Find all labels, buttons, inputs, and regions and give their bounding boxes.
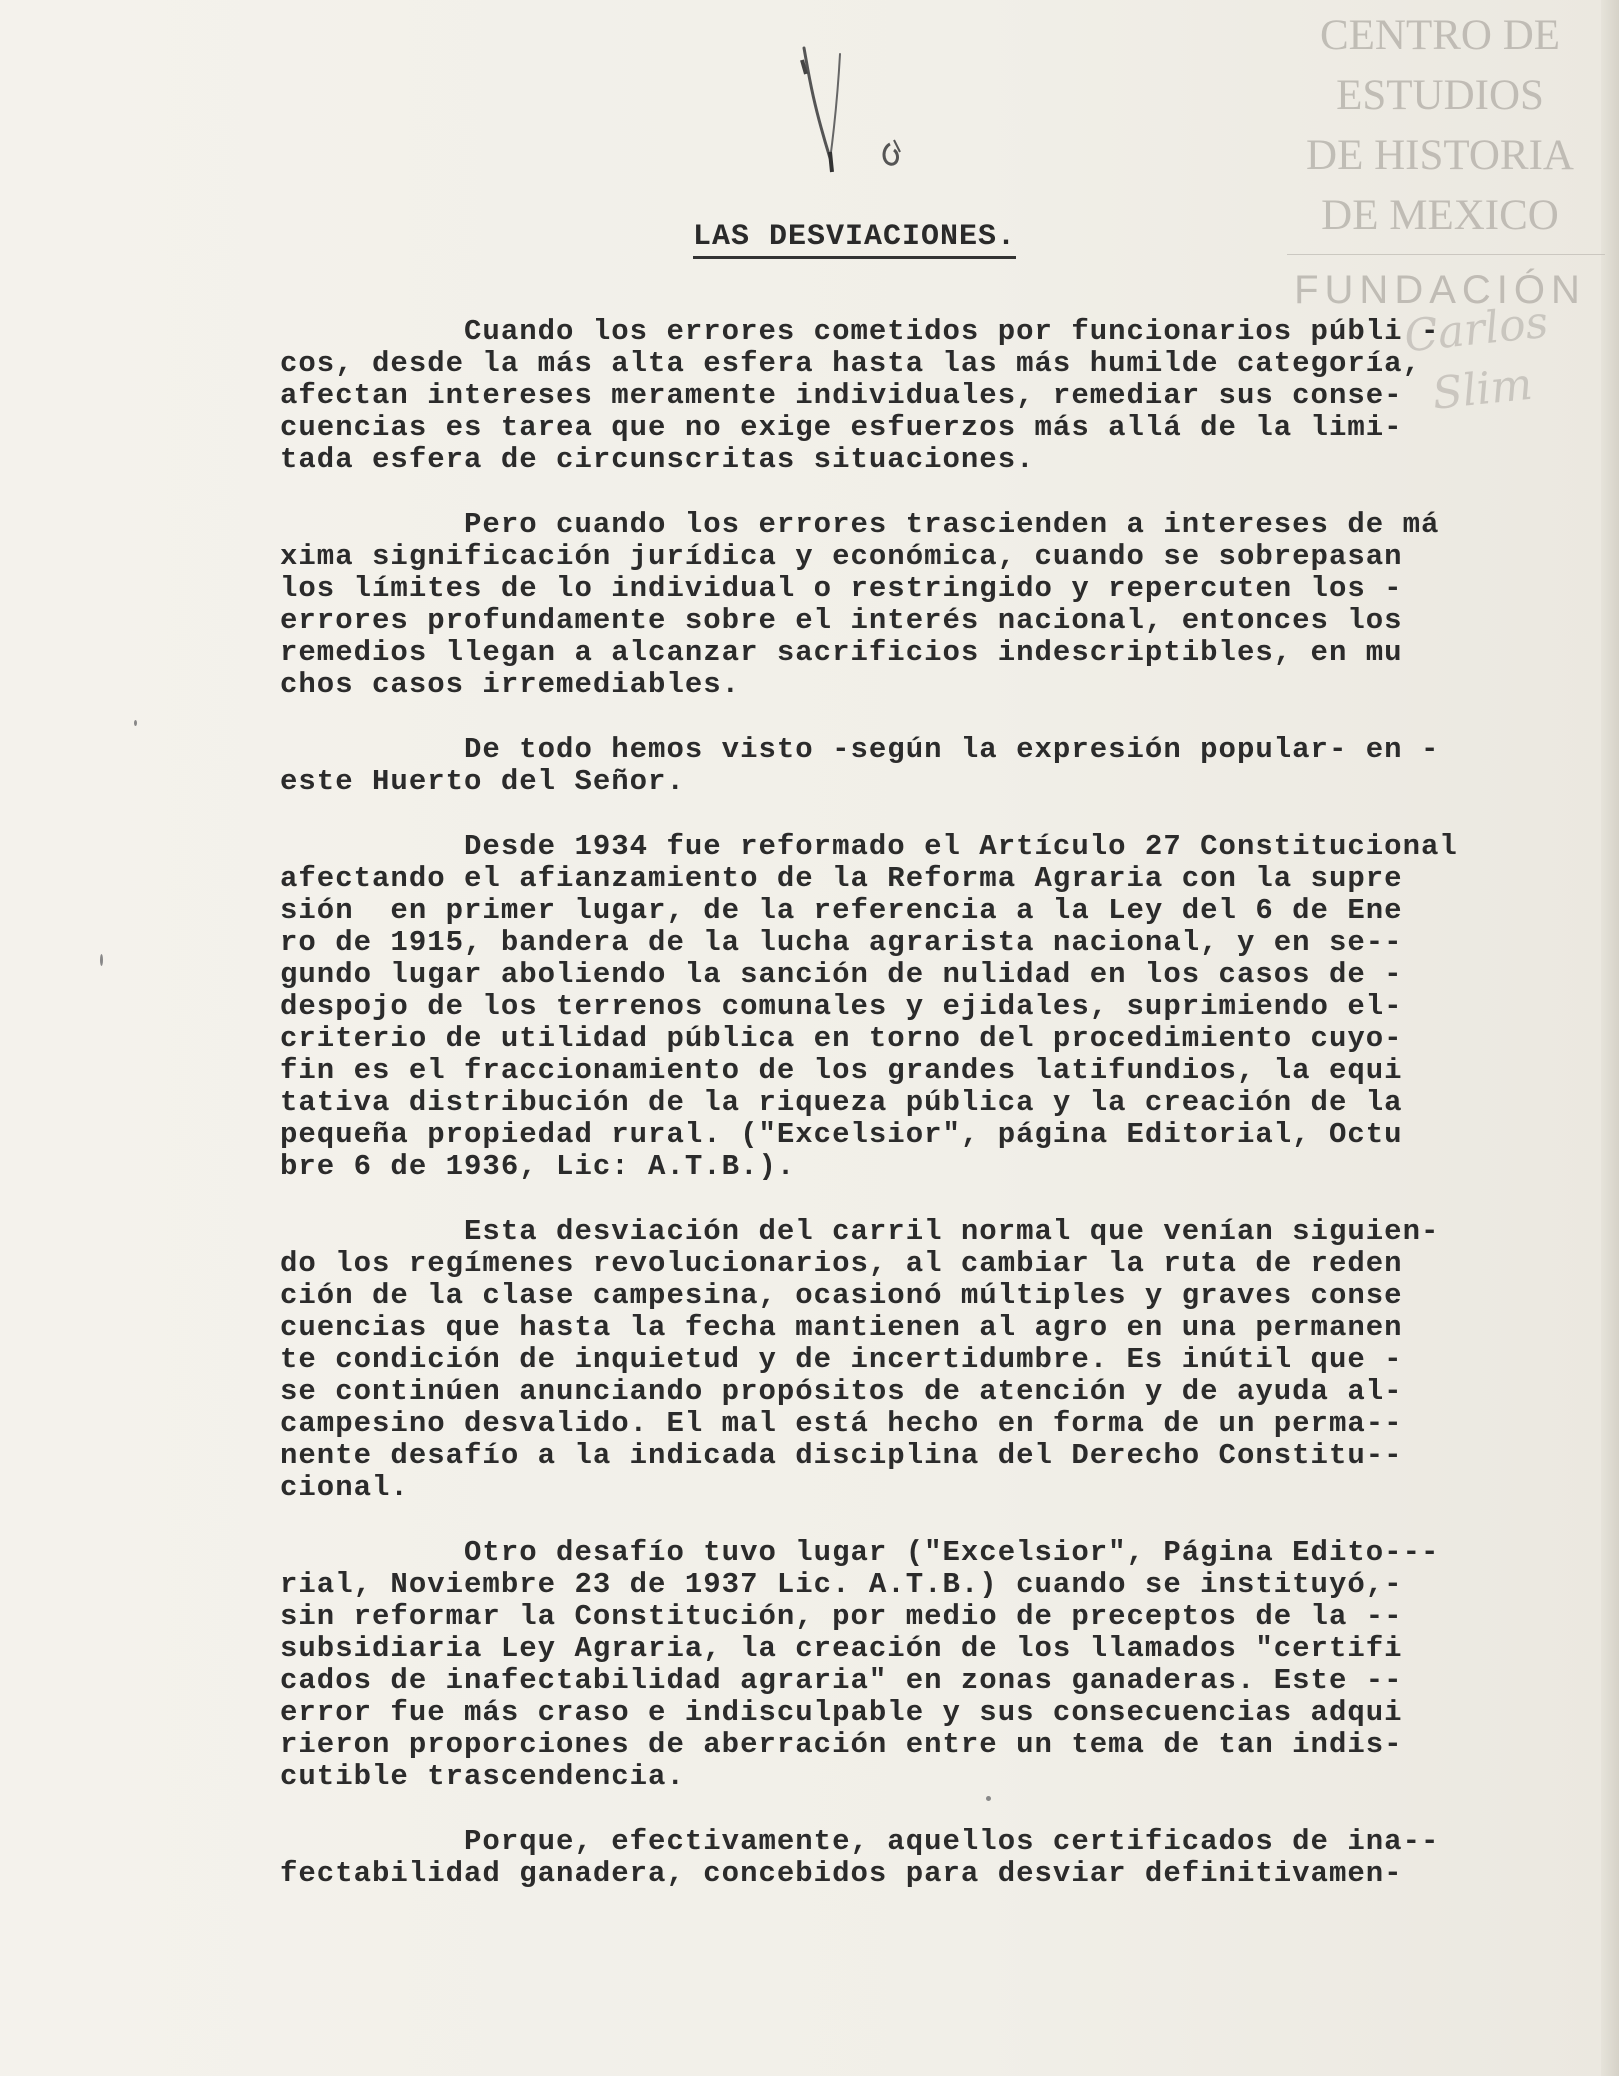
- watermark-foundation: FUNDACIÓN: [1294, 268, 1586, 312]
- text-line: fectabilidad ganadera, concebidos para desviar definitivamen-: [280, 1857, 1403, 1890]
- watermark-line-4: DE MEXICO: [1321, 192, 1559, 239]
- text-line: De todo hemos visto -según la expresión popular- en -: [280, 733, 1440, 766]
- text-line: Cuando los errores cometidos por funcionarios públi -: [280, 315, 1440, 348]
- paragraph-5: [280, 1216, 1510, 1504]
- document-body: [280, 316, 1510, 1923]
- text-line: rieron proporciones de aberración entre un tema de tan indis-: [280, 1728, 1403, 1761]
- text-line: errores profundamente sobre el interés nacional, entonces los: [280, 604, 1403, 637]
- text-line: error fue más craso e indisculpable y sus consecuencias adqui: [280, 1696, 1403, 1729]
- text-line: tada esfera de circunscritas situaciones.: [280, 443, 1035, 476]
- text-line: Otro desafío tuvo lugar ("Excelsior", Página Edito---: [280, 1536, 1440, 1569]
- text-line: rial, Noviembre 23 de 1937 Lic. A.T.B.) cuando se instituyó,-: [280, 1568, 1403, 1601]
- text-line: xima significación jurídica y económica, cuando se sobrepasan: [280, 540, 1403, 573]
- text-line: gundo lugar aboliendo la sanción de nulidad en los casos de -: [280, 958, 1403, 991]
- paper-speck: [134, 720, 137, 726]
- text-line: sin reformar la Constitución, por medio de preceptos de la --: [280, 1600, 1403, 1633]
- handwritten-mark-icon: [790, 40, 930, 180]
- text-line: cional.: [280, 1471, 409, 1504]
- text-line: fin es el fraccionamiento de los grandes latifundios, la equi: [280, 1054, 1403, 1087]
- text-line: remedios llegan a alcanzar sacrificios indescriptibles, en mu: [280, 636, 1403, 669]
- text-line: los límites de lo individual o restringido y repercuten los -: [280, 572, 1403, 605]
- text-line: do los regímenes revolucionarios, al cambiar la ruta de reden: [280, 1247, 1403, 1280]
- text-line: se continúen anunciando propósitos de atención y de ayuda al-: [280, 1375, 1403, 1408]
- text-line: Esta desviación del carril normal que venían siguien-: [280, 1215, 1440, 1248]
- text-line: criterio de utilidad pública en torno del procedimiento cuyo-: [280, 1022, 1403, 1055]
- text-line: chos casos irremediables.: [280, 668, 741, 701]
- text-line: cuencias que hasta la fecha mantienen al agro en una permanen: [280, 1311, 1403, 1344]
- text-line: despojo de los terrenos comunales y ejidales, suprimiendo el-: [280, 990, 1403, 1023]
- text-line: este Huerto del Señor.: [280, 765, 685, 798]
- text-line: te condición de inquietud y de incertidumbre. Es inútil que -: [280, 1343, 1403, 1376]
- paragraph-3: [280, 734, 1510, 798]
- text-line: pequeña propiedad rural. ("Excelsior", página Editorial, Octu: [280, 1118, 1403, 1151]
- text-line: bre 6 de 1936, Lic: A.T.B.).: [280, 1150, 796, 1183]
- text-line: cados de inafectabilidad agraria" en zonas ganaderas. Este --: [280, 1664, 1403, 1697]
- watermark-line-1: CENTRO DE: [1319, 12, 1561, 59]
- text-line: nente desafío a la indicada disciplina del Derecho Constitu--: [280, 1439, 1403, 1472]
- text-line: ro de 1915, bandera de la lucha agrarista nacional, y en se--: [280, 926, 1403, 959]
- text-line: cuencias es tarea que no exige esfuerzos más allá de la limi-: [280, 411, 1403, 444]
- watermark-line-2: ESTUDIOS: [1336, 72, 1544, 119]
- document-title: LAS DESVIACIONES.: [693, 220, 1016, 259]
- text-line: afectando el afianzamiento de la Reforma Agraria con la supre: [280, 862, 1403, 895]
- text-line: Porque, efectivamente, aquellos certificados de ina--: [280, 1825, 1440, 1858]
- text-line: afectan intereses meramente individuales, remediar sus conse-: [280, 379, 1403, 412]
- paragraph-2: [280, 509, 1510, 701]
- paragraph-6: [280, 1537, 1510, 1793]
- text-line: subsidiaria Ley Agraria, la creación de los llamados "certifi: [280, 1632, 1403, 1665]
- paragraph-1: [280, 316, 1510, 476]
- paragraph-7: [280, 1826, 1510, 1890]
- text-line: campesino desvalido. El mal está hecho en forma de un perma--: [280, 1407, 1403, 1440]
- text-line: cutible trascendencia.: [280, 1760, 685, 1793]
- paragraph-4: [280, 831, 1510, 1183]
- paper-speck: [986, 1796, 991, 1801]
- watermark-signature: Carlos Slim: [1401, 296, 1551, 420]
- watermark-divider: [1287, 254, 1605, 255]
- text-line: sión en primer lugar, de la referencia a la Ley del 6 de Ene: [280, 894, 1403, 927]
- text-line: Pero cuando los errores trascienden a intereses de má: [280, 508, 1440, 541]
- text-line: tativa distribución de la riqueza pública y la creación de la: [280, 1086, 1403, 1119]
- text-line: Desde 1934 fue reformado el Artículo 27 Constitucional: [280, 830, 1458, 863]
- paper-speck: [100, 954, 103, 966]
- watermark-line-3: DE HISTORIA: [1306, 132, 1574, 179]
- text-line: cos, desde la más alta esfera hasta las más humilde categoría,: [280, 347, 1421, 380]
- text-line: ción de la clase campesina, ocasionó múltiples y graves conse: [280, 1279, 1403, 1312]
